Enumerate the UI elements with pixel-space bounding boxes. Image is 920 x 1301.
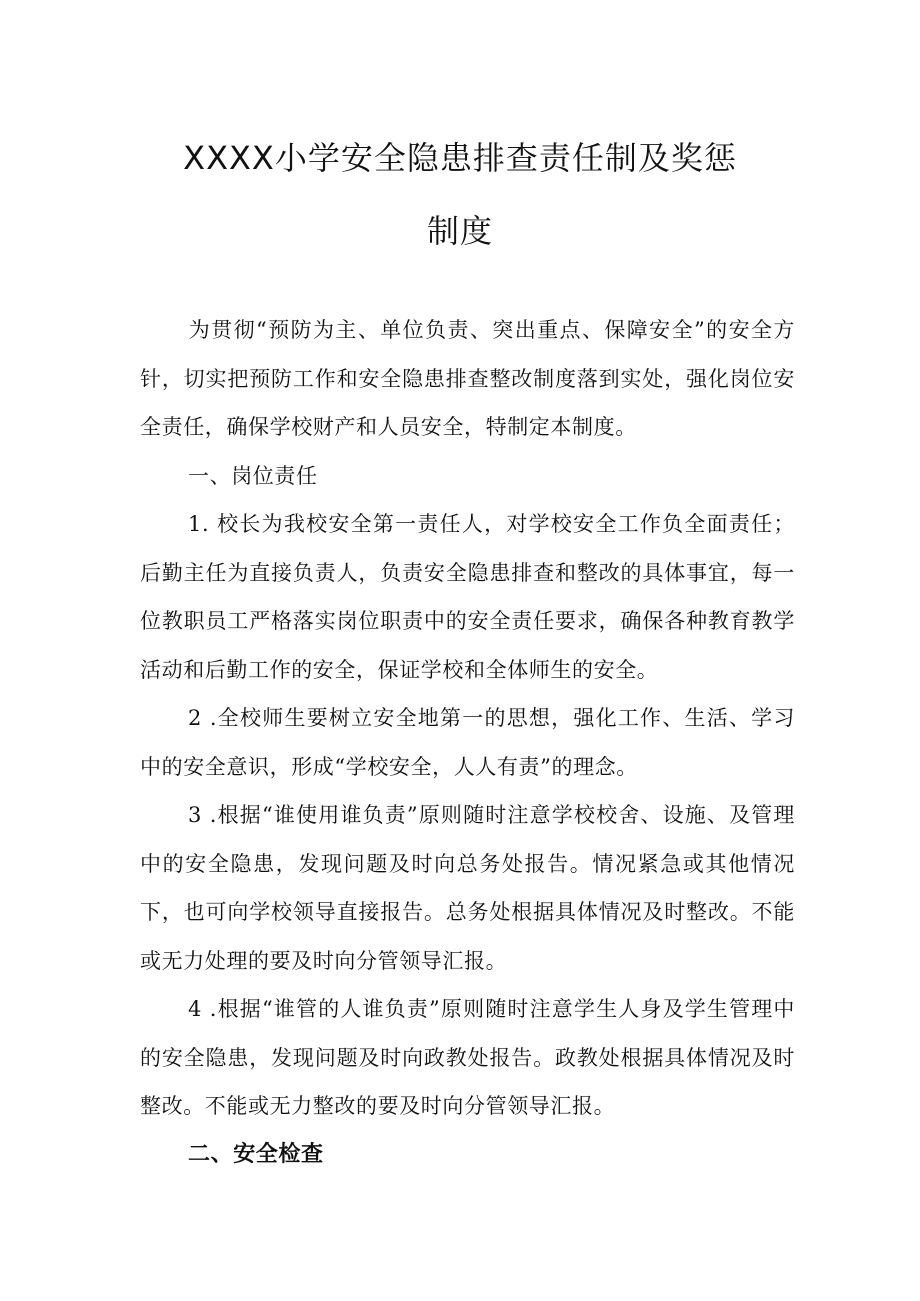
document-title-line-1: XXXX小学安全隐患排查责任制及奖惩: [183, 139, 737, 177]
section-2-heading: 二、安全检查: [188, 1142, 324, 1167]
item-3-text: 3 .根据“谁使用谁负责”原则随时注意学校校舍、设施、及管理中的安全隐患，发现问题及时向总务处报告。情况紧急或其他情况下，也可向学校领导直接报告。总务处根据具体情况及时整改。不能或无力处理的要及时向分管领导汇报。: [140, 803, 795, 973]
section-1-heading: 一、岗位责任: [188, 464, 318, 488]
intro-text: 为贯彻“预防为主、单位负责、突出重点、保障安全”的安全方针，切实把预防工作和安全隐患排查整改制度落到实处，强化岗位安全责任，确保学校财产和人员安全，特制定本制度。: [140, 318, 795, 439]
item-4-text: 4 .根据“谁管的人谁负责”原则随时注意学生人身及学生管理中的安全隐患，发现问题及时向政教处报告。政教处根据具体情况及时整改。不能或无力整改的要及时向分管领导汇报。: [140, 997, 795, 1118]
item-2-paragraph: [140, 694, 795, 791]
item-3-paragraph: [140, 791, 795, 985]
document-title-line-2: 制度: [426, 212, 493, 250]
item-2-text: 2 .全校师生要树立安全地第一的思想，强化工作、生活、学习中的安全意识，形成“学校安全，人人有责”的理念。: [140, 706, 795, 779]
item-4-paragraph: [140, 985, 795, 1131]
item-1-text: 1. 校长为我校安全第一责任人，对学校安全工作负全面责任；后勤主任为直接负责人，负责安全隐患排查和整改的具体事宜，每一位教职员工严格落实岗位职责中的安全责任要求，确保各种教育教学活动和后勤工作的安全，保证学校和全体师生的安全。: [140, 512, 795, 682]
item-1-paragraph: [140, 500, 795, 694]
intro-paragraph: [140, 306, 795, 452]
